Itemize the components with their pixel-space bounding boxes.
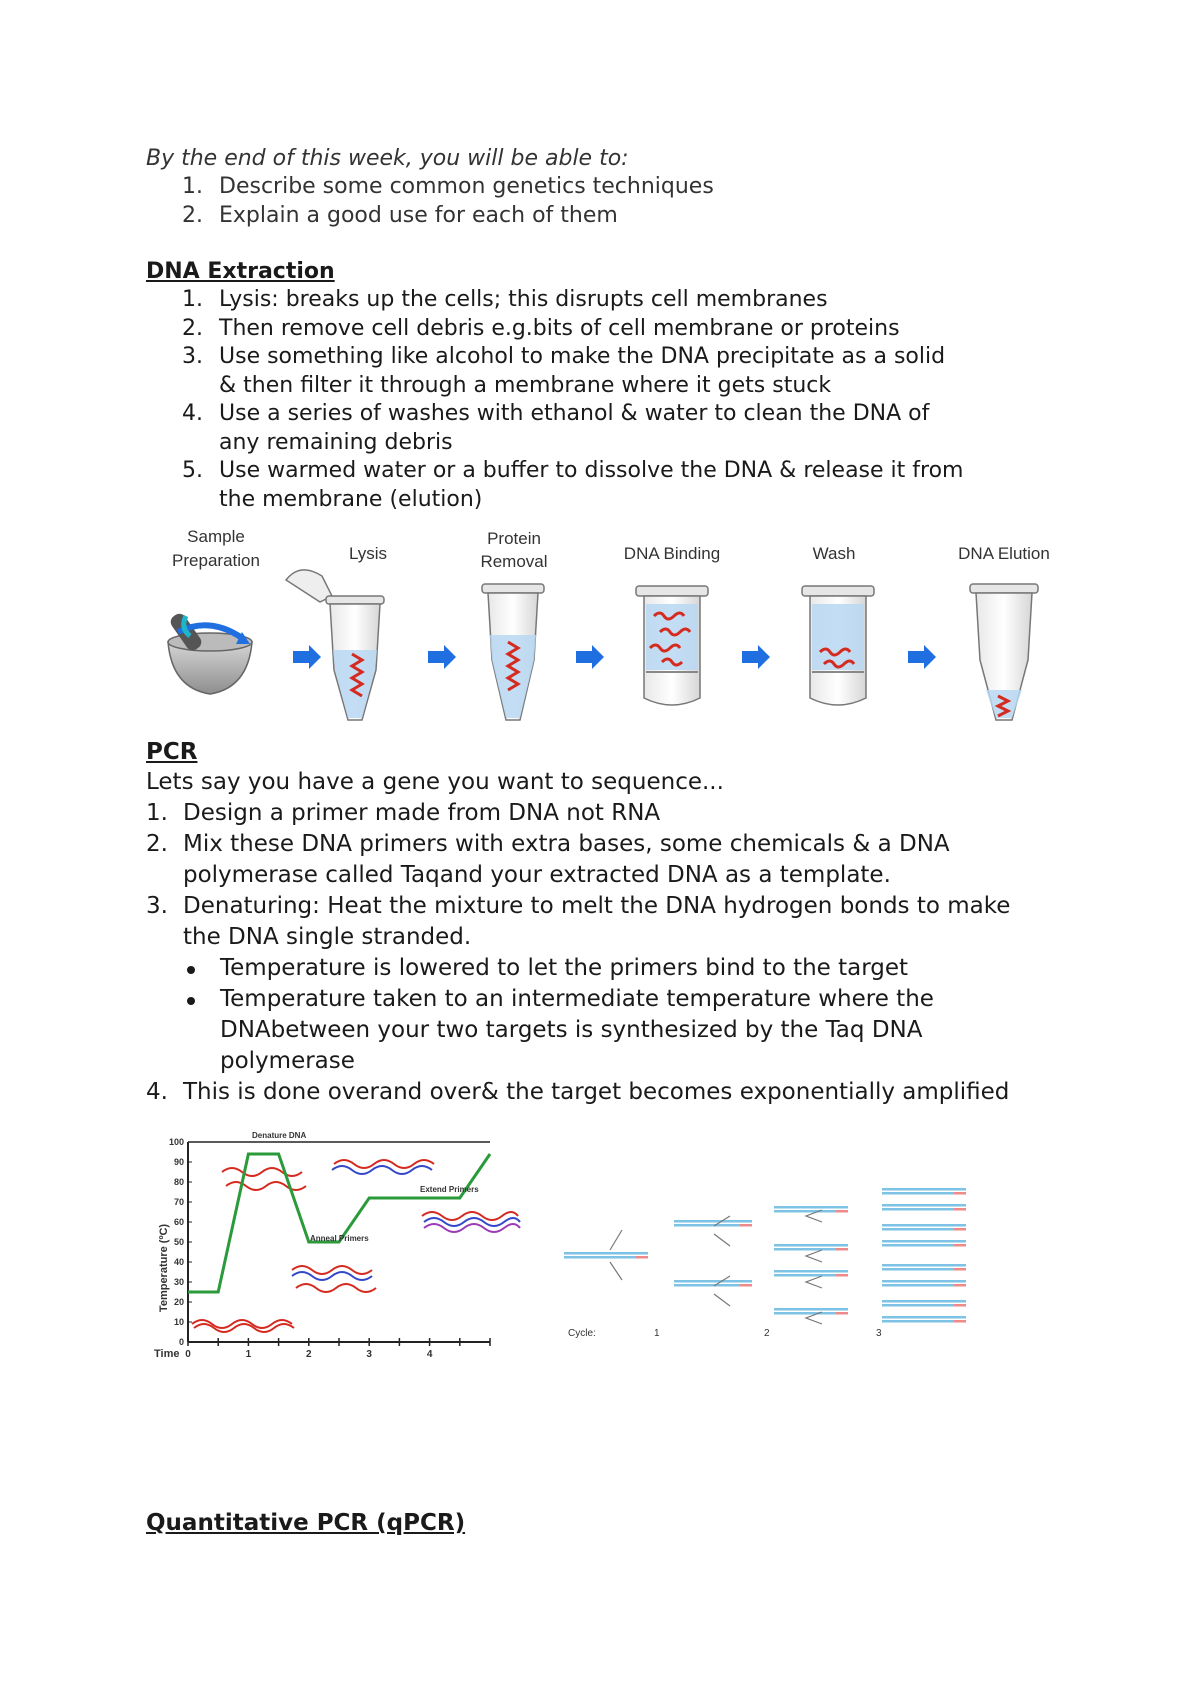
step-label-dna-elution: DNA Elution [958, 544, 1050, 563]
y-tick-label: 0 [178, 1337, 184, 1347]
cycle3-duplex [882, 1264, 966, 1271]
cycle-number-2: 2 [764, 1328, 770, 1339]
cycle-label: Cycle: [568, 1328, 596, 1339]
step-label-lysis: Lysis [348, 544, 388, 563]
dna-extraction-heading: DNA Extraction [146, 259, 335, 284]
cycle2-duplex [774, 1206, 848, 1213]
template-duplex [564, 1252, 648, 1259]
dna-step: 1. Lysis: breaks up the cells; this disrupts cell membranes [182, 287, 828, 312]
cycle-arrows [610, 1210, 822, 1324]
cycle3-duplex [882, 1204, 966, 1211]
cycle3-duplex [882, 1300, 966, 1307]
mortar-pestle-icon [168, 611, 252, 694]
pcr-heading: PCR [146, 739, 198, 765]
y-tick-label: 40 [173, 1257, 184, 1267]
dna-step: 3. Use something like alcohol to make the DNA precipitate as a solid & then filter it through a membrane where it gets stuck [182, 344, 946, 398]
dna-extraction-diagram [150, 520, 1070, 738]
dna-extraction-section [146, 258, 1076, 514]
y-tick-label: 90 [173, 1157, 184, 1167]
cycle3-duplex [882, 1188, 966, 1195]
step-label-protein-removal-1: Protein [487, 529, 541, 548]
y-tick-label: 30 [173, 1277, 184, 1287]
cycle2-duplex [774, 1308, 848, 1315]
cycle3-duplex [882, 1240, 966, 1247]
pcr-step: 4. This is done overand over& the target becomes exponentially amplified [146, 1079, 1010, 1105]
annotation-extend: Extend Primers [420, 1185, 479, 1194]
pcr-step: 3. Denaturing: Heat the mixture to melt the DNA hydrogen bonds to make the DNA single stranded. Temperature is lowered to let the primers bind to the target Temperature taken to an intermediate temperature where the DNAbetween your two targets is synthesized by the Taq DNA polymerase [146, 891, 1086, 1077]
cycle2-duplex [774, 1244, 848, 1251]
chart-ylabel: Temperature (ºC) [158, 1223, 170, 1313]
pcr-substeps [183, 953, 1086, 1077]
dna-extraction-steps [146, 286, 1076, 514]
x-tick-label: 1 [245, 1349, 252, 1360]
chart-xlabel: Time [154, 1348, 180, 1360]
protein-removal-tube-icon [482, 584, 544, 720]
pcr-substep: Temperature taken to an intermediate temperature where the DNAbetween your two targets is synthesized by the Taq DNA polymerase [183, 984, 1086, 1077]
y-tick-label: 60 [173, 1217, 184, 1227]
objective-item: 2. Explain a good use for each of them [182, 202, 618, 228]
objectives-heading: By the end of this week, you will be able to: [146, 146, 629, 171]
cycle1-duplex [674, 1220, 752, 1227]
step-label-sample-preparation-1: Sample [187, 527, 245, 546]
pcr-step: 1. Design a primer made from DNA not RNA [146, 800, 661, 826]
y-tick-label: 70 [173, 1197, 184, 1207]
pcr-cycle-diagram [562, 1140, 1022, 1340]
bullet-icon [187, 966, 195, 974]
dna-duplex-bars [564, 1188, 966, 1323]
pcr-temperature-chart [152, 1128, 544, 1360]
step-label-wash: Wash [812, 544, 856, 563]
y-tick-label: 50 [173, 1237, 184, 1247]
objective-item: 1. Describe some common genetics techniques [182, 174, 714, 199]
pcr-step: 2. Mix these DNA primers with extra bases, some chemicals & a DNA polymerase called Taqand your extracted DNA as a template. [146, 831, 950, 888]
y-tick-label: 100 [168, 1137, 184, 1147]
x-tick-label: 0 [185, 1349, 191, 1360]
y-tick-label: 10 [173, 1317, 184, 1327]
qpcr-heading: Quantitative PCR (qPCR) [146, 1510, 466, 1536]
x-tick-label: 2 [306, 1349, 312, 1360]
pcr-section [146, 737, 1086, 1108]
step-label-sample-preparation-2: Preparation [172, 551, 260, 570]
step-label-dna-binding: DNA Binding [623, 544, 721, 563]
y-tick-label: 20 [173, 1297, 184, 1307]
dna-step: 2. Then remove cell debris e.g.bits of cell membrane or proteins [182, 315, 900, 341]
dna-step: 4. Use a series of washes with ethanol & water to clean the DNA of any remaining debris [182, 401, 930, 455]
pcr-substep: Temperature is lowered to let the primers bind to the target [183, 953, 1086, 984]
dna-elution-tube-icon [970, 584, 1038, 720]
objectives-list [146, 173, 1106, 230]
cycle3-duplex [882, 1224, 966, 1231]
cycle-number-3: 3 [876, 1328, 882, 1339]
wash-column-icon [802, 586, 874, 705]
learning-objectives [146, 145, 1106, 230]
cycle2-duplex [774, 1270, 848, 1277]
bullet-icon [187, 997, 195, 1005]
x-tick-label: 3 [366, 1349, 372, 1360]
annotation-denature: Denature DNA [252, 1131, 307, 1140]
cycle-number-1: 1 [654, 1328, 660, 1339]
lysis-tube-icon [286, 570, 384, 720]
dna-step: 5. Use warmed water or a buffer to dissolve the DNA & release it from the membrane (elution) [182, 458, 964, 512]
annotation-anneal: Anneal Primers [310, 1234, 369, 1243]
pcr-intro-text: Lets say you have a gene you want to sequence... [146, 769, 724, 795]
cycle3-duplex [882, 1316, 966, 1323]
step-label-protein-removal-2: Removal [480, 552, 548, 571]
dna-binding-column-icon [636, 586, 708, 705]
cycle1-duplex [674, 1280, 752, 1287]
cycle3-duplex [882, 1280, 966, 1287]
x-tick-label: 4 [426, 1349, 433, 1360]
pcr-steps [146, 798, 1086, 1108]
y-tick-label: 80 [173, 1177, 184, 1187]
